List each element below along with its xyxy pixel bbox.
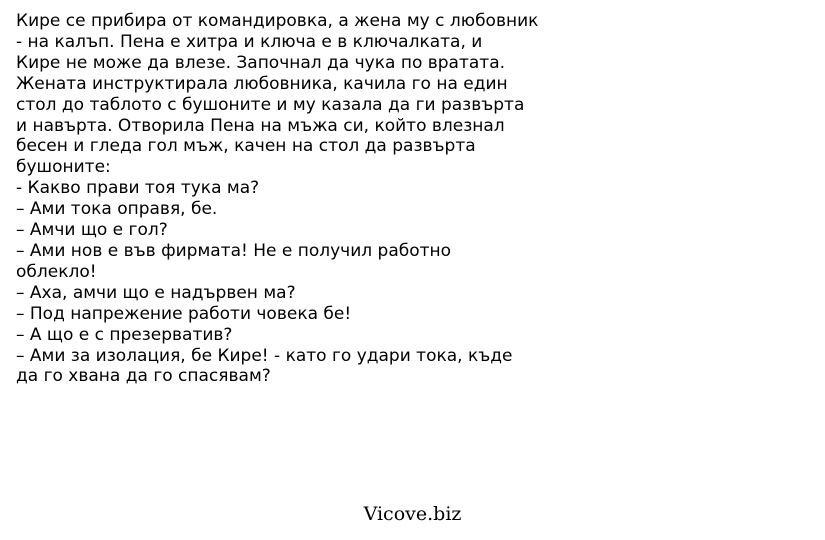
dialogue-line: – Ами нов е във фирмата! Не е получил работно — [16, 240, 452, 261]
joke-line: Жената инструктирала любовника, качила го на един — [16, 73, 508, 94]
dialogue-line: – Аха, амчи що е надървен ма? — [16, 282, 296, 303]
joke-line: и навърта. Отворила Пена на мъжа си, който влезнал — [16, 115, 505, 136]
joke-line: Кире не може да влезе. Започнал да чука по вратата. — [16, 52, 506, 73]
joke-line: Кире се прибира от командировка, а жена му с любовник — [16, 11, 539, 31]
joke-line: - на калъп. Пена е хитра и ключа е в ключалката, и — [16, 31, 483, 52]
site-watermark: Vicove.biz — [363, 503, 462, 525]
dialogue-line: да го хвана да го спасявам? — [16, 366, 271, 387]
dialogue-line: – А що е с презерватив? — [16, 324, 233, 345]
dialogue-line: - Какво прави тоя тука ма? — [16, 178, 260, 199]
joke-text — [16, 11, 806, 387]
dialogue-line: – Ами за изолация, бе Кире! - като го удари тока, къде — [16, 345, 513, 366]
joke-line: стол до таблото с бушоните и му казала да ги развърта — [16, 94, 525, 115]
dialogue-line: – Под напрежение работи човека бе! — [16, 303, 352, 324]
dialogue-line: – Амчи що е гол? — [16, 220, 168, 241]
dialogue-line: облекло! — [16, 261, 97, 282]
dialogue-line: – Ами тока оправя, бе. — [16, 199, 218, 220]
joke-line: бушоните: — [16, 157, 111, 178]
joke-line: бесен и гледа гол мъж, качен на стол да развърта — [16, 136, 476, 157]
